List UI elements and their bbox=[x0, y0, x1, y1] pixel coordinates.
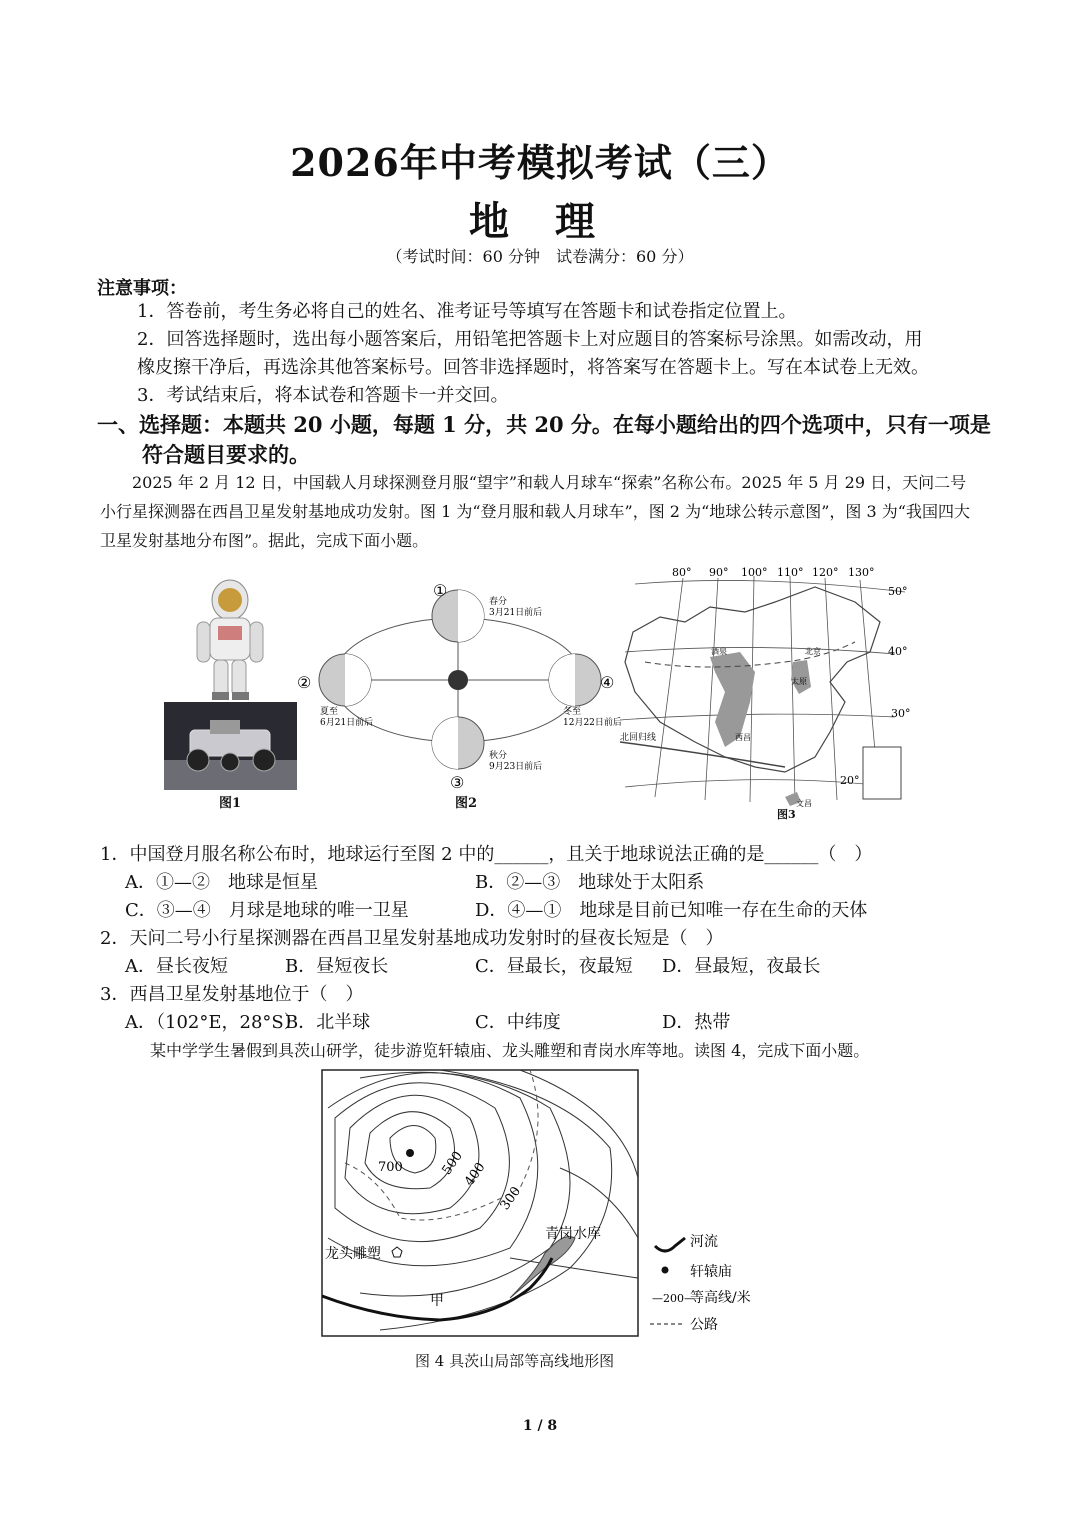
earth-4-icon bbox=[549, 654, 601, 706]
q3-option-b: B．北半球 bbox=[285, 1012, 371, 1033]
fig4-reservoir: 青岗水库 bbox=[545, 1226, 601, 1242]
fig4-c700: 700 bbox=[378, 1160, 403, 1175]
page-number: 1 / 8 bbox=[522, 1418, 558, 1434]
fig3-lon120: 120° bbox=[812, 566, 839, 579]
fig4-legend-river: 河流 bbox=[690, 1234, 718, 1250]
fig2-p3b: 9月23日前后 bbox=[489, 762, 543, 772]
figure-4-drawing bbox=[320, 1068, 780, 1343]
notice-item-2: 2．回答选择题时，选出每小题答案后，用铅笔把答题卡上对应题目的答案标号涂黑。如需改动，用 bbox=[137, 329, 923, 350]
figure-2-caption: 图2 bbox=[455, 796, 478, 811]
fig3-lon100: 100° bbox=[741, 566, 768, 579]
fig2-p1a: 春分 bbox=[489, 597, 508, 607]
figure-2 bbox=[295, 580, 622, 811]
fig4-c300: 300 bbox=[497, 1184, 525, 1214]
section-heading bbox=[97, 410, 997, 470]
fig3-lat40: 40° bbox=[888, 645, 908, 658]
fig2-n4: ④ bbox=[600, 673, 615, 692]
notice-item-1: 1．答卷前，考生务必将自己的姓名、准考证号等填写在答题卡和试卷指定位置上。 bbox=[137, 301, 797, 322]
fig2-p3a: 秋分 bbox=[489, 751, 508, 761]
question-1: 1．中国登月服名称公布时，地球运行至图 2 中的______，且关于地球说法正确的是______（ ） bbox=[100, 844, 873, 865]
fig3-xichang: 西昌 bbox=[735, 733, 751, 742]
section-heading-line1: 一、选择题：本题共 20 小题，每题 1 分，共 20 分。在每小题给出的四个选项中，只有一项是 bbox=[97, 412, 991, 437]
fig2-p2a: 夏至 bbox=[320, 707, 339, 717]
q2-option-b: B．昼短夜长 bbox=[285, 956, 389, 977]
subject-title: 地 理 bbox=[469, 198, 611, 245]
lunar-rover-illustration bbox=[164, 702, 297, 790]
temple-dot bbox=[406, 1149, 414, 1157]
q3-option-d: D．热带 bbox=[662, 1012, 731, 1033]
notice-heading: 注意事项： bbox=[97, 278, 187, 299]
q1-option-c: C．③—④ 月球是地球的唯一卫星 bbox=[125, 900, 409, 921]
figure-1 bbox=[160, 580, 300, 815]
figure-1-drawing bbox=[160, 580, 300, 815]
fig4-legend-road: 公路 bbox=[690, 1317, 718, 1333]
fig3-lat30: 30° bbox=[891, 707, 911, 720]
south-sea-inset bbox=[863, 747, 901, 799]
exam-title: 2026年中考模拟考试（三） bbox=[290, 140, 790, 185]
fig4-legend-contour-num: —200— bbox=[652, 1292, 695, 1305]
spacesuit-illustration bbox=[197, 580, 263, 700]
fig4-c400: 400 bbox=[462, 1159, 489, 1189]
fig2-p2b: 6月21日前后 bbox=[320, 718, 374, 728]
q1-option-a: A．①—② 地球是恒星 bbox=[125, 872, 318, 893]
legend-temple-symbol bbox=[662, 1267, 669, 1274]
q2-option-a: A．昼长夜短 bbox=[125, 956, 228, 977]
fig4-c500: 500 bbox=[439, 1148, 466, 1178]
fig2-p4a: 冬至 bbox=[563, 707, 582, 717]
fig3-taiyuan: 太原 bbox=[791, 677, 807, 686]
q1-option-b: B．②—③ 地球处于太阳系 bbox=[475, 872, 705, 893]
fig2-p4b: 12月22日前后 bbox=[563, 718, 622, 728]
fig2-p1b: 3月21日前后 bbox=[489, 608, 543, 618]
fig3-lat20: 20° bbox=[840, 774, 860, 787]
q1-option-d: D．④—① 地球是目前已知唯一存在生命的天体 bbox=[475, 900, 868, 921]
figure-4 bbox=[320, 1068, 780, 1368]
sun-icon bbox=[448, 670, 468, 690]
q2-option-d: D．昼最短，夜最长 bbox=[662, 956, 821, 977]
notice-item-2-cont: 橡皮擦干净后，再选涂其他答案标号。回答非选择题时，将答案写在答题卡上。写在本试卷上无效。 bbox=[137, 357, 929, 378]
question-3: 3．西昌卫星发射基地位于（ ） bbox=[100, 984, 364, 1005]
section-heading-line2: 符合题目要求的。 bbox=[142, 442, 310, 467]
fig3-lon130: 130° bbox=[848, 566, 875, 579]
fig3-beijing: 北京 bbox=[805, 647, 821, 656]
fig3-tropic: 北回归线 bbox=[620, 733, 657, 743]
fig4-dragon: 龙头雕塑 bbox=[325, 1246, 381, 1262]
legend-river-symbol bbox=[655, 1238, 685, 1251]
fig3-lon90: 90° bbox=[709, 566, 729, 579]
notice-item-3: 3．考试结束后，将本试卷和答题卡一并交回。 bbox=[137, 385, 509, 406]
q3-option-c: C．中纬度 bbox=[475, 1012, 561, 1033]
fig4-jia: 甲 bbox=[430, 1293, 444, 1309]
earth-3-icon bbox=[432, 717, 484, 769]
fig2-n1: ① bbox=[433, 581, 448, 600]
fig4-legend-contour: 等高线/米 bbox=[690, 1290, 751, 1306]
figure-2-drawing bbox=[295, 580, 622, 810]
question-2: 2．天问二号小行星探测器在西昌卫星发射基地成功发射时的昼夜长短是（ ） bbox=[100, 928, 724, 949]
q3-option-a: A．（102°E，28°S） bbox=[125, 1012, 302, 1033]
q2-option-c: C．昼最长，夜最短 bbox=[475, 956, 633, 977]
exam-meta: （考试时间：60 分钟 试卷满分：60 分） bbox=[386, 247, 694, 266]
figure-3 bbox=[615, 562, 915, 824]
figure-3-drawing bbox=[615, 562, 915, 824]
figure-1-caption: 图1 bbox=[219, 796, 242, 811]
earth-2-icon bbox=[319, 654, 371, 706]
intro-2: 某中学学生暑假到具茨山研学，徒步游览轩辕庙、龙头雕塑和青岗水库等地。读图 4，完成下面小题。 bbox=[150, 1041, 870, 1060]
fig3-lon110: 110° bbox=[777, 566, 804, 579]
figure-3-caption: 图3 bbox=[777, 808, 796, 821]
fig4-legend-temple: 轩辕庙 bbox=[690, 1264, 732, 1280]
section-intro: 2025 年 2 月 12 日，中国载人月球探测登月服“望宇”和载人月球车“探索”名称公布。2025 年 5 月 29 日，天问二号小行星探测器在西昌卫星发射基地成功发射。图 1 为“登月服和载人月球车”，图 2 为“地球公转示意图”，图 3 为“我国四大卫星发射基地分布图”。据此，完成下面小题。 bbox=[100, 473, 970, 550]
fig3-lon80: 80° bbox=[672, 566, 692, 579]
figure-4-caption: 图 4 具茨山局部等高线地形图 bbox=[415, 1352, 615, 1370]
fig2-n3: ③ bbox=[450, 773, 465, 792]
fig3-lat50: 50° bbox=[888, 585, 908, 598]
fig2-n2: ② bbox=[297, 673, 312, 692]
fig3-wenchang: 文昌 bbox=[796, 799, 812, 808]
fig3-jiuquan: 酒泉 bbox=[711, 647, 727, 656]
